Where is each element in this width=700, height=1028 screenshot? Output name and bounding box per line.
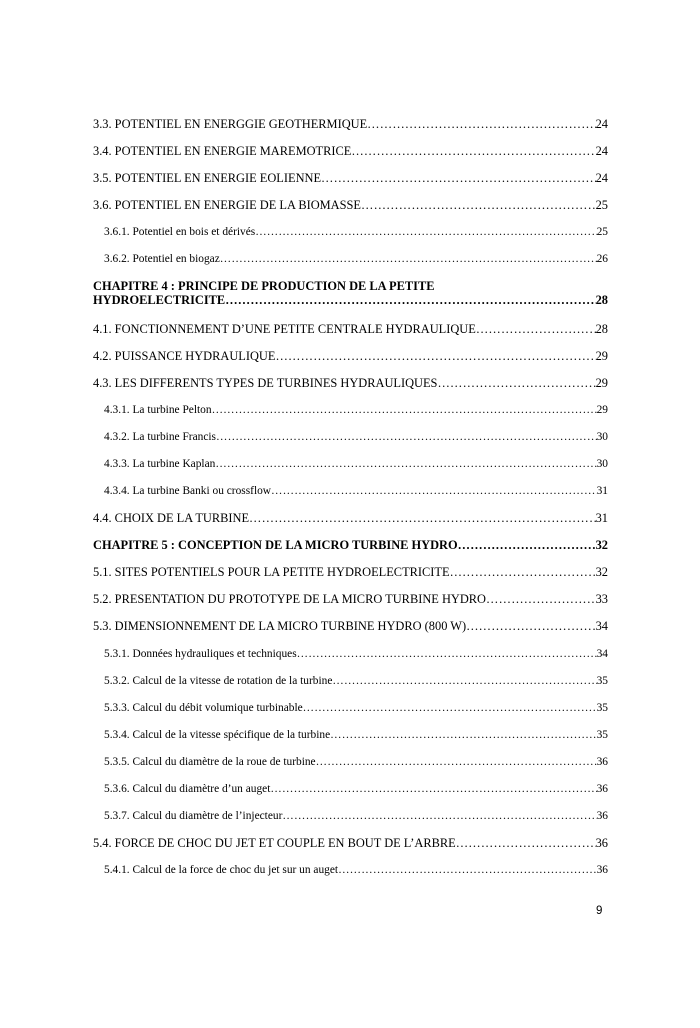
toc-entry-title: 3.6.1. Potentiel en bois et dérivés [104,226,256,238]
toc-entry-title: 4.1. FONCTIONNEMENT D’UNE PETITE CENTRALE HYDRAULIQUE [93,322,476,336]
toc-page-number: 36 [596,864,608,876]
toc-entry-title: 4.3.3. La turbine Kaplan [104,458,216,470]
toc-page-number: 32 [595,565,608,579]
toc-subentry[interactable] [104,863,608,877]
toc-entry-title: 3.6. POTENTIEL EN ENERGIE DE LA BIOMASSE [93,198,361,212]
toc-chapter-title-line1: CHAPITRE 4 : PRINCIPE DE PRODUCTION DE LA PETITE [93,279,435,293]
toc-leader [437,376,595,390]
toc-subentry[interactable] [104,809,608,823]
toc-page-number: 24 [595,117,608,131]
toc-entry-title: 4.3.2. La turbine Francis [104,431,216,443]
toc-entry[interactable] [93,349,608,363]
toc-page-number: 32 [595,538,608,552]
toc-entry-title: 5.3.1. Données hydrauliques et techniques [104,648,297,660]
toc-page-number: 25 [595,198,608,212]
toc-subentry[interactable] [104,728,608,742]
toc-subentry[interactable] [104,647,608,661]
toc-entry-title: 5.3.4. Calcul de la vitesse spécifique de la turbine [104,729,331,741]
toc-leader [466,619,596,633]
toc-page-number: 36 [596,783,608,795]
toc-entry-title: 5.3.6. Calcul du diamètre d’un auget [104,783,271,795]
toc-entry-title: 5.1. SITES POTENTIELS POUR LA PETITE HYDROELECTRICITE [93,565,450,579]
toc-entry[interactable] [93,322,608,336]
toc-leader [225,293,595,307]
toc-leader [476,322,596,336]
toc-entry-title: 5.3.5. Calcul du diamètre de la roue de turbine [104,756,316,768]
toc-subentry[interactable] [104,430,608,444]
toc-leader [321,171,596,185]
toc-page-number: 35 [596,702,608,714]
toc-entry-title: 5.4.1. Calcul de la force de choc du jet sur un auget [104,864,339,876]
toc-entry-title: 5.3. DIMENSIONNEMENT DE LA MICRO TURBINE HYDRO (800 W) [93,619,467,633]
toc-page-number: 36 [595,836,608,850]
toc-subentry[interactable] [104,674,608,688]
toc-chapter-title: CHAPITRE 5 : CONCEPTION DE LA MICRO TURBINE HYDRO [93,538,458,552]
toc-leader [303,701,597,715]
toc-leader [297,647,597,661]
toc-entry[interactable] [93,619,608,633]
toc-entry-title: 5.4. FORCE DE CHOC DU JET ET COUPLE EN BOUT DE L’ARBRE [93,836,456,850]
toc-entry-title: 5.3.2. Calcul de la vitesse de rotation de la turbine [104,675,333,687]
toc-subentry[interactable] [104,252,608,266]
toc-entry-title: 3.3. POTENTIEL EN ENERGGIE GEOTHERMIQUE [93,117,368,131]
toc-entry-title: 3.5. POTENTIEL EN ENERGIE EOLIENNE [93,171,322,185]
toc-leader [270,782,596,796]
toc-page-number: 28 [595,293,608,307]
toc-page-number: 35 [596,675,608,687]
toc-page-number: 24 [595,171,608,185]
toc-page-number: 34 [595,619,608,633]
toc-page-number: 33 [595,592,608,606]
toc-entry[interactable] [93,565,608,579]
toc-leader [456,836,596,850]
toc-entry[interactable] [93,117,608,131]
toc-subentry[interactable] [104,701,608,715]
toc-leader [361,198,596,212]
toc-page-number: 25 [596,226,608,238]
toc-leader [275,349,595,363]
toc-leader [282,809,596,823]
toc-entry[interactable] [93,171,608,185]
toc-leader [332,674,596,688]
toc-chapter-entry[interactable] [93,538,608,552]
toc-entry-title: 5.2. PRESENTATION DU PROTOTYPE DE LA MICRO TURBINE HYDRO [93,592,487,606]
toc-leader [450,565,596,579]
toc-leader [271,484,597,498]
toc-page-number: 30 [596,458,608,470]
toc-page-number: 29 [596,404,608,416]
toc-entry[interactable] [93,592,608,606]
toc-leader [255,225,596,239]
toc-entry-title: 4.3.4. La turbine Banki ou crossflow [104,485,272,497]
toc-leader [458,538,596,552]
toc-leader [338,863,597,877]
toc-page-number: 30 [596,431,608,443]
toc-page-number: 34 [596,648,608,660]
toc-leader [249,511,596,525]
page-number: 9 [596,905,603,917]
toc-leader [220,252,597,266]
toc-entry[interactable] [93,836,608,850]
toc-subentry[interactable] [104,457,608,471]
toc-leader [330,728,596,742]
toc-leader [216,430,597,444]
toc-subentry[interactable] [104,782,608,796]
toc-entry[interactable] [93,198,608,212]
toc-page-number: 36 [596,756,608,768]
toc-page-number: 31 [596,485,608,497]
toc-chapter-entry[interactable] [93,279,608,307]
toc-leader [212,403,597,417]
toc-entry[interactable] [93,511,608,525]
toc-page-number: 29 [595,376,608,390]
toc-entry-title: 4.3.1. La turbine Pelton [104,404,212,416]
toc-subentry[interactable] [104,225,608,239]
toc-chapter-title-line2: HYDROELECTRICITE [93,293,226,307]
toc-entry-title: 3.6.2. Potentiel en biogaz [104,253,220,265]
toc-page-number: 26 [596,253,608,265]
toc-leader [367,117,595,131]
toc-entry-title: 4.3. LES DIFFERENTS TYPES DE TURBINES HYDRAULIQUES [93,376,438,390]
toc-entry-title: 4.4. CHOIX DE LA TURBINE [93,511,250,525]
toc-page-number: 36 [596,810,608,822]
toc-leader [486,592,596,606]
toc-page-number: 24 [595,144,608,158]
toc-entry-title: 4.2. PUISSANCE HYDRAULIQUE [93,349,276,363]
toc-subentry[interactable] [104,755,608,769]
toc-entry[interactable] [93,144,608,158]
toc-leader [215,457,596,471]
toc-entry-title: 5.3.3. Calcul du débit volumique turbinable [104,702,303,714]
toc-page-number: 29 [595,349,608,363]
toc-entry[interactable] [93,376,608,390]
toc-page-number: 28 [595,322,608,336]
toc-page-number: 31 [595,511,608,525]
toc-leader [351,144,595,158]
toc-entry-title: 5.3.7. Calcul du diamètre de l’injecteur [104,810,283,822]
toc-entry-title: 3.4. POTENTIEL EN ENERGIE MAREMOTRICE [93,144,352,158]
toc-subentry[interactable] [104,484,608,498]
toc-leader [316,755,597,769]
toc-subentry[interactable] [104,403,608,417]
toc-page-number: 35 [596,729,608,741]
